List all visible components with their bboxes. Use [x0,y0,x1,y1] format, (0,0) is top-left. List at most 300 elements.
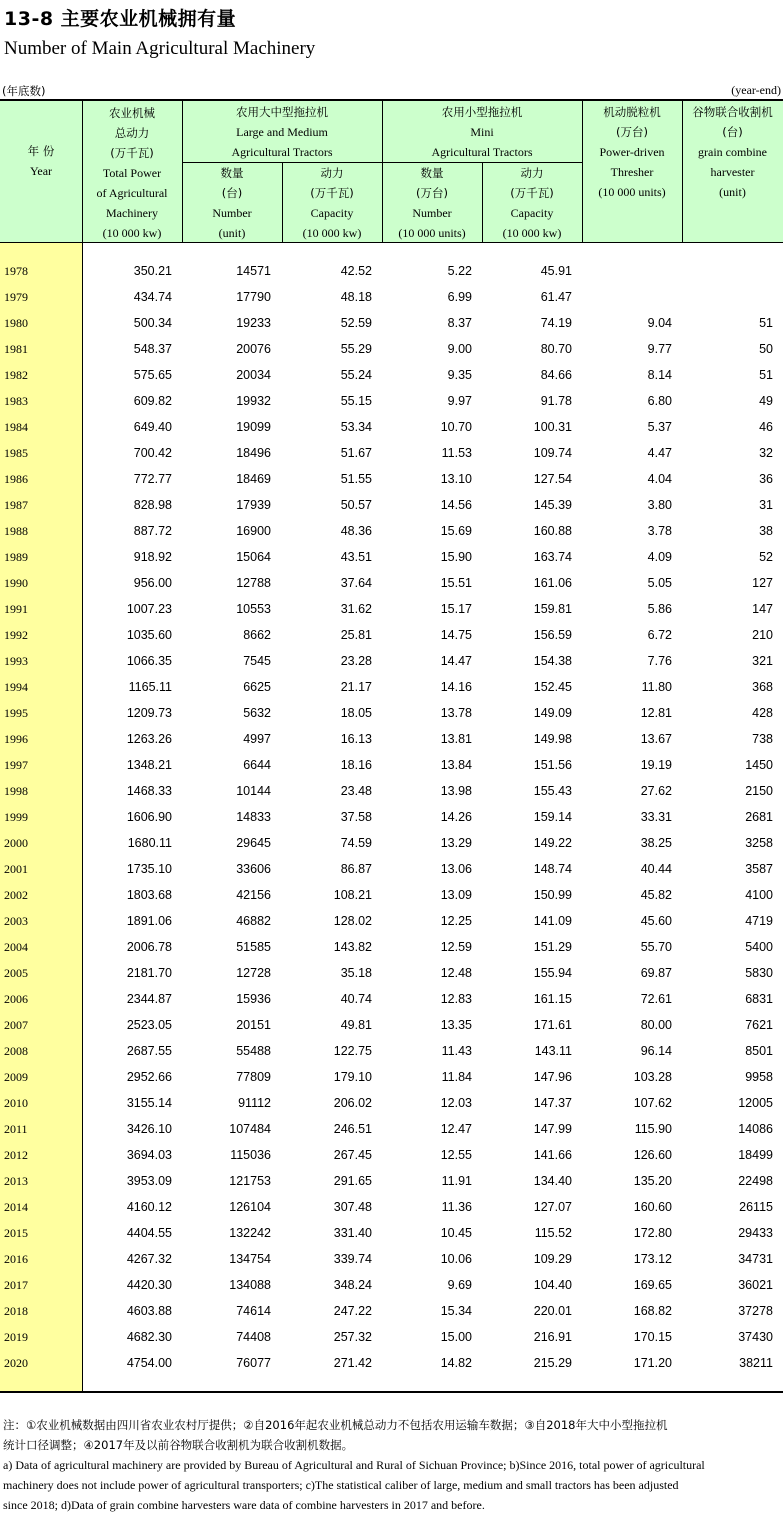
cell-large-capacity: 42.52 [340,264,372,278]
cell-large-number: 17790 [236,290,271,304]
table-row [0,545,783,571]
cell-mini-capacity: 161.06 [533,576,572,590]
cell-total-power: 2952.66 [126,1070,172,1084]
cell-mini-number: 11.53 [441,446,472,460]
cell-year: 1981 [4,342,28,356]
unit-note-english: (year-end) [731,83,781,97]
cell-large-number: 17939 [236,498,271,512]
cell-year: 2006 [4,992,28,1006]
cell-mini-number: 9.69 [447,1278,472,1292]
cell-large-capacity: 74.59 [340,836,372,850]
table-row [0,1325,783,1351]
cell-mini-capacity: 61.47 [540,290,572,304]
header-harvester: 谷物联合收割机 (台) grain combine harvester (unit) [692,105,773,199]
cell-large-number: 15064 [236,550,271,564]
cell-mini-capacity: 84.66 [540,368,572,382]
cell-large-capacity: 55.24 [340,368,372,382]
cell-thresher: 96.14 [640,1044,672,1058]
cell-thresher: 169.65 [633,1278,672,1292]
cell-total-power: 1263.26 [126,732,172,746]
cell-large-capacity: 31.62 [340,602,372,616]
cell-mini-number: 10.70 [440,420,472,434]
cell-year: 2018 [4,1304,28,1318]
cell-total-power: 350.21 [133,264,172,278]
cell-thresher: 5.05 [647,576,672,590]
header-thresher: 机动脱粒机 (万台) Power-driven Thresher (10 000 units) [598,105,666,199]
table-row [0,415,783,441]
cell-harvester: 6831 [745,992,773,1006]
table-row [0,831,783,857]
cell-large-capacity: 128.02 [333,914,372,928]
cell-total-power: 828.98 [133,498,172,512]
cell-mini-capacity: 155.94 [533,966,572,980]
cell-mini-capacity: 127.54 [533,472,572,486]
cell-year: 1999 [4,810,28,824]
footnotes [3,1415,779,1515]
cell-mini-capacity: 151.29 [533,940,572,954]
cell-total-power: 4420.30 [126,1278,172,1292]
cell-mini-number: 13.78 [440,706,472,720]
cell-year: 1994 [4,680,28,694]
cell-total-power: 4682.30 [126,1330,172,1344]
cell-year: 1998 [4,784,28,798]
header-mini-number: 数量 (万台) Number (10 000 units) [398,166,466,240]
table-row [0,1195,783,1221]
cell-thresher: 4.09 [647,550,672,564]
cell-large-number: 14833 [236,810,271,824]
cell-mini-capacity: 149.22 [533,836,572,850]
cell-mini-number: 15.90 [440,550,472,564]
cell-year: 1995 [4,706,28,720]
cell-large-number: 18469 [236,472,271,486]
cell-large-capacity: 307.48 [333,1200,372,1214]
cell-large-capacity: 16.13 [340,732,372,746]
cell-large-number: 76077 [236,1356,271,1370]
header-large-capacity: 动力 (万千瓦) Capacity (10 000 kw) [302,166,362,240]
cell-mini-number: 12.83 [440,992,472,1006]
cell-large-capacity: 43.51 [340,550,372,564]
footnote-zh-1: 注：①农业机械数据由四川省农业农村厅提供；②自2016年起农业机械总动力不包括农用运输车数据；③自2018年大中小型拖拉机 [3,1418,668,1432]
cell-total-power: 1165.11 [128,680,172,694]
cell-year: 2002 [4,888,28,902]
cell-mini-number: 8.37 [447,316,472,330]
cell-large-number: 55488 [236,1044,271,1058]
cell-total-power: 3155.14 [126,1096,172,1110]
cell-harvester: 9958 [745,1070,773,1084]
cell-large-number: 19099 [236,420,271,434]
cell-mini-capacity: 152.45 [533,680,572,694]
cell-harvester: 46 [759,420,773,434]
cell-harvester: 37278 [738,1304,773,1318]
cell-thresher: 126.60 [633,1148,672,1162]
cell-thresher: 45.60 [640,914,672,928]
cell-year: 2019 [4,1330,28,1344]
cell-total-power: 3426.10 [126,1122,172,1136]
footnote-zh-2: 统计口径调整；④2017年及以前谷物联合收割机为联合收割机数据。 [3,1438,354,1452]
cell-total-power: 1680.11 [127,836,172,850]
cell-mini-capacity: 145.39 [533,498,572,512]
cell-mini-capacity: 74.19 [540,316,572,330]
table-row [0,935,783,961]
cell-mini-capacity: 215.29 [533,1356,572,1370]
cell-large-number: 33606 [236,862,271,876]
cell-mini-capacity: 154.38 [533,654,572,668]
cell-large-number: 126104 [229,1200,271,1214]
cell-mini-capacity: 161.15 [533,992,572,1006]
cell-large-number: 51585 [236,940,271,954]
cell-year: 2001 [4,862,28,876]
cell-large-capacity: 55.15 [340,394,372,408]
table-row [0,909,783,935]
cell-harvester: 38211 [739,1356,773,1370]
cell-thresher: 38.25 [640,836,672,850]
cell-harvester: 51 [759,368,773,382]
cell-harvester: 5830 [745,966,773,980]
cell-total-power: 1891.06 [126,914,172,928]
cell-large-capacity: 179.10 [333,1070,372,1084]
cell-total-power: 2181.70 [126,966,172,980]
cell-mini-number: 11.84 [441,1070,472,1084]
cell-harvester: 5400 [745,940,773,954]
cell-mini-capacity: 115.52 [534,1226,572,1240]
cell-large-capacity: 21.17 [340,680,372,694]
table-row [0,493,783,519]
cell-thresher: 80.00 [640,1018,672,1032]
cell-mini-number: 13.35 [440,1018,472,1032]
cell-large-capacity: 86.87 [340,862,372,876]
cell-mini-capacity: 163.74 [533,550,572,564]
table-row [0,1351,783,1377]
cell-mini-number: 9.35 [447,368,472,382]
header-mini-capacity: 动力 (万千瓦) Capacity (10 000 kw) [502,166,562,240]
table-row [0,805,783,831]
cell-mini-number: 15.69 [440,524,472,538]
cell-harvester: 12005 [738,1096,773,1110]
cell-year: 2013 [4,1174,28,1188]
table-row [0,649,783,675]
table-row [0,1091,783,1117]
cell-thresher: 45.82 [640,888,672,902]
cell-year: 2015 [4,1226,28,1240]
cell-year: 2011 [4,1122,28,1136]
cell-thresher: 171.20 [633,1356,672,1370]
cell-thresher: 11.80 [641,680,672,694]
cell-thresher: 168.82 [633,1304,672,1318]
table-row [0,1169,783,1195]
cell-mini-number: 9.97 [447,394,472,408]
cell-mini-capacity: 147.99 [533,1122,572,1136]
cell-year: 1993 [4,654,28,668]
table-row [0,467,783,493]
cell-mini-number: 15.17 [440,602,472,616]
cell-total-power: 3953.09 [126,1174,172,1188]
cell-harvester: 51 [759,316,773,330]
cell-total-power: 3694.03 [126,1148,172,1162]
cell-year: 1979 [4,290,28,304]
cell-large-number: 91112 [238,1096,271,1110]
cell-year: 1980 [4,316,28,330]
cell-large-number: 132242 [229,1226,271,1240]
cell-mini-capacity: 150.99 [533,888,572,902]
cell-year: 1984 [4,420,28,434]
cell-thresher: 55.70 [640,940,672,954]
cell-harvester: 4719 [745,914,773,928]
cell-mini-capacity: 109.74 [533,446,572,460]
table-title-chinese: 13-8 主要农业机械拥有量 [4,8,237,30]
cell-large-number: 12728 [236,966,271,980]
cell-total-power: 2344.87 [126,992,172,1006]
cell-total-power: 4603.88 [126,1304,172,1318]
cell-large-capacity: 25.81 [340,628,372,642]
cell-mini-number: 14.56 [440,498,472,512]
cell-year: 2003 [4,914,28,928]
cell-large-capacity: 143.82 [333,940,372,954]
cell-large-number: 134754 [229,1252,271,1266]
cell-mini-number: 12.48 [440,966,472,980]
cell-harvester: 38 [759,524,773,538]
cell-large-number: 6644 [243,758,271,772]
cell-harvester: 36021 [738,1278,773,1292]
cell-large-capacity: 331.40 [333,1226,372,1240]
cell-large-number: 107484 [229,1122,271,1136]
cell-thresher: 115.90 [634,1122,672,1136]
cell-total-power: 609.82 [133,394,172,408]
cell-thresher: 6.80 [647,394,672,408]
cell-harvester: 127 [752,576,773,590]
cell-mini-capacity: 171.61 [533,1018,572,1032]
cell-harvester: 49 [759,394,773,408]
table-row [0,311,783,337]
cell-large-capacity: 271.42 [333,1356,372,1370]
cell-large-capacity: 348.24 [333,1278,372,1292]
cell-mini-number: 11.36 [441,1200,472,1214]
cell-year: 2009 [4,1070,28,1084]
table-row [0,1247,783,1273]
cell-total-power: 4404.55 [126,1226,172,1240]
cell-thresher: 160.60 [633,1200,672,1214]
cell-mini-number: 14.75 [440,628,472,642]
cell-large-number: 14571 [236,264,271,278]
header-large-number: 数量 (台) Number (unit) [212,166,252,240]
cell-large-capacity: 23.28 [340,654,372,668]
cell-total-power: 4160.12 [126,1200,172,1214]
cell-large-capacity: 247.22 [333,1304,372,1318]
cell-large-capacity: 18.05 [340,706,372,720]
cell-mini-capacity: 155.43 [533,784,572,798]
cell-large-capacity: 40.74 [340,992,372,1006]
cell-large-number: 6625 [243,680,271,694]
table-row [0,441,783,467]
cell-total-power: 548.37 [133,342,172,356]
cell-total-power: 1468.33 [126,784,172,798]
table-row [0,259,783,285]
table-row [0,597,783,623]
cell-large-capacity: 339.74 [333,1252,372,1266]
cell-large-capacity: 49.81 [340,1018,372,1032]
cell-harvester: 8501 [745,1044,773,1058]
cell-harvester: 738 [752,732,773,746]
cell-year: 2005 [4,966,28,980]
cell-total-power: 956.00 [133,576,172,590]
table-row [0,701,783,727]
cell-year: 1978 [4,264,28,278]
table-row [0,1299,783,1325]
cell-mini-number: 13.06 [440,862,472,876]
cell-total-power: 1606.90 [126,810,172,824]
cell-year: 2017 [4,1278,28,1292]
cell-mini-capacity: 160.88 [533,524,572,538]
cell-harvester: 52 [759,550,773,564]
table-row [0,1117,783,1143]
cell-thresher: 33.31 [640,810,672,824]
table-row [0,961,783,987]
cell-large-capacity: 257.32 [333,1330,372,1344]
table-title-english: Number of Main Agricultural Machinery [4,38,316,59]
table-row [0,337,783,363]
cell-large-number: 134088 [229,1278,271,1292]
cell-mini-capacity: 143.11 [534,1044,572,1058]
cell-year: 2007 [4,1018,28,1032]
cell-mini-number: 14.82 [440,1356,472,1370]
cell-year: 2000 [4,836,28,850]
cell-year: 2016 [4,1252,28,1266]
cell-thresher: 7.76 [647,654,672,668]
cell-year: 1982 [4,368,28,382]
table-row [0,753,783,779]
cell-thresher: 3.80 [647,498,672,512]
footnote-en-1: a) Data of agricultural machinery are provided by Bureau of Agricultural and Rural of Sichuan Province; b)Since 2016, total power of agricultural [3,1458,705,1472]
cell-large-number: 115036 [230,1148,271,1162]
cell-harvester: 428 [752,706,773,720]
cell-thresher: 3.78 [647,524,672,538]
cell-large-number: 12788 [236,576,271,590]
cell-thresher: 135.20 [633,1174,672,1188]
cell-year: 2008 [4,1044,28,1058]
table-row [0,1065,783,1091]
header-large-medium-tractors: 农用大中型拖拉机 Large and Medium Agricultural Tractors [231,105,333,159]
cell-thresher: 72.61 [640,992,672,1006]
cell-total-power: 2523.05 [126,1018,172,1032]
cell-large-number: 18496 [236,446,271,460]
cell-mini-number: 5.22 [447,264,472,278]
cell-year: 1992 [4,628,28,642]
header-mini-tractors: 农用小型拖拉机 Mini Agricultural Tractors [431,105,533,159]
cell-mini-capacity: 156.59 [533,628,572,642]
cell-mini-capacity: 109.29 [533,1252,572,1266]
table-row [0,363,783,389]
cell-total-power: 4267.32 [126,1252,172,1266]
cell-total-power: 649.40 [133,420,172,434]
cell-harvester: 14086 [738,1122,773,1136]
cell-large-number: 8662 [243,628,271,642]
table-row [0,519,783,545]
cell-thresher: 12.81 [640,706,672,720]
cell-mini-capacity: 100.31 [533,420,572,434]
cell-large-capacity: 206.02 [333,1096,372,1110]
cell-mini-number: 10.45 [440,1226,472,1240]
cell-mini-capacity: 134.40 [533,1174,572,1188]
cell-mini-capacity: 141.09 [533,914,572,928]
cell-large-capacity: 51.67 [340,446,372,460]
cell-mini-number: 10.06 [440,1252,472,1266]
cell-large-capacity: 37.64 [340,576,372,590]
cell-mini-capacity: 159.81 [533,602,572,616]
cell-year: 2020 [4,1356,28,1370]
cell-total-power: 918.92 [133,550,172,564]
cell-total-power: 1035.60 [126,628,172,642]
cell-large-number: 77809 [236,1070,271,1084]
cell-harvester: 2681 [745,810,773,824]
cell-year: 1997 [4,758,28,772]
cell-harvester: 18499 [738,1148,773,1162]
table-row [0,857,783,883]
cell-thresher: 8.14 [647,368,672,382]
table-row [0,1143,783,1169]
cell-harvester: 321 [752,654,773,668]
cell-large-capacity: 50.57 [340,498,372,512]
cell-thresher: 69.87 [640,966,672,980]
cell-total-power: 1007.23 [126,602,172,616]
cell-mini-capacity: 141.66 [533,1148,572,1162]
cell-mini-number: 15.51 [440,576,472,590]
cell-thresher: 9.77 [647,342,672,356]
cell-harvester: 50 [759,342,773,356]
cell-mini-number: 14.16 [440,680,472,694]
cell-mini-capacity: 149.09 [533,706,572,720]
cell-mini-number: 12.03 [440,1096,472,1110]
cell-thresher: 103.28 [633,1070,672,1084]
cell-mini-capacity: 220.01 [533,1304,572,1318]
cell-thresher: 107.62 [633,1096,672,1110]
cell-thresher: 170.15 [633,1330,672,1344]
cell-mini-capacity: 149.98 [533,732,572,746]
cell-large-number: 20151 [236,1018,271,1032]
cell-total-power: 1066.35 [126,654,172,668]
cell-mini-number: 13.29 [440,836,472,850]
cell-total-power: 887.72 [133,524,172,538]
cell-large-number: 74408 [236,1330,271,1344]
cell-large-capacity: 55.29 [340,342,372,356]
cell-large-number: 10553 [236,602,271,616]
table-row [0,675,783,701]
cell-large-capacity: 52.59 [340,316,372,330]
table-row [0,987,783,1013]
cell-mini-number: 13.09 [440,888,472,902]
cell-thresher: 4.47 [647,446,672,460]
cell-thresher: 9.04 [647,316,672,330]
cell-harvester: 210 [752,628,773,642]
cell-large-capacity: 122.75 [333,1044,372,1058]
cell-harvester: 7621 [745,1018,773,1032]
cell-mini-capacity: 151.56 [533,758,572,772]
cell-large-capacity: 18.16 [340,758,372,772]
table-row [0,727,783,753]
cell-large-capacity: 37.58 [340,810,372,824]
cell-mini-number: 14.47 [440,654,472,668]
cell-total-power: 1735.10 [126,862,172,876]
cell-mini-number: 11.91 [441,1174,472,1188]
cell-large-number: 16900 [236,524,271,538]
cell-total-power: 700.42 [133,446,172,460]
cell-harvester: 36 [759,472,773,486]
cell-harvester: 3587 [745,862,773,876]
cell-large-capacity: 48.18 [340,290,372,304]
cell-mini-capacity: 216.91 [533,1330,572,1344]
cell-mini-number: 13.10 [440,472,472,486]
cell-large-number: 19233 [236,316,271,330]
cell-year: 1989 [4,550,28,564]
cell-total-power: 1209.73 [126,706,172,720]
